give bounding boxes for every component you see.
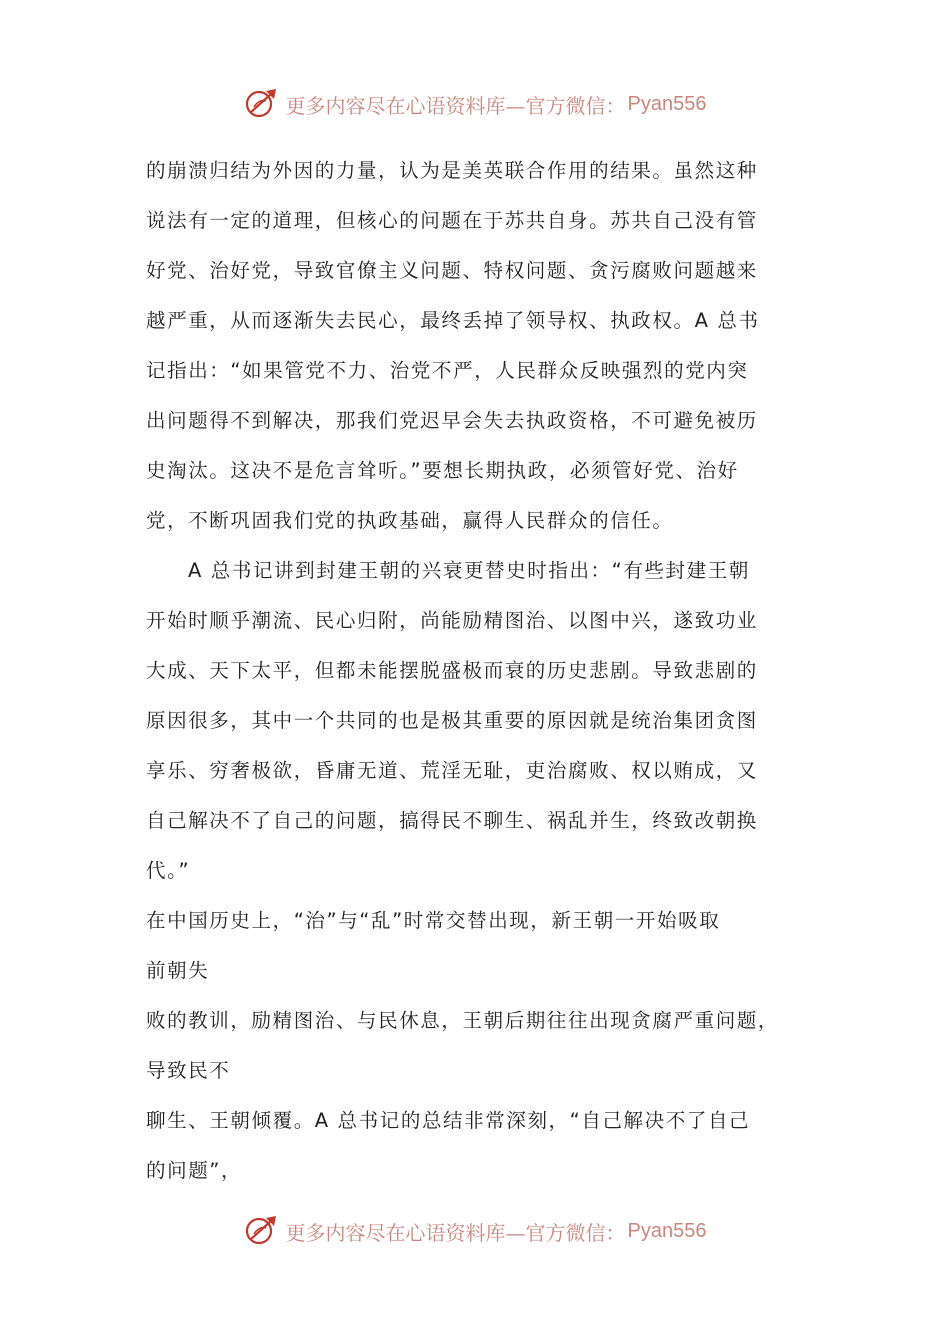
text-line: 原因很多，其中一个共同的也是极其重要的原因就是统治集团贪图	[146, 709, 758, 732]
text-line: 说法有一定的道理，但核心的问题在于苏共自身。苏共自己没有管	[146, 209, 758, 232]
document-body	[146, 146, 816, 1196]
text-line: 党，不断巩固我们党的执政基础，赢得人民群众的信任。	[146, 509, 674, 532]
header-banner	[0, 84, 950, 124]
header-wechat-id: Pyan556	[627, 92, 707, 115]
text-line: 聊生、王朝倾覆。A 总书记的总结非常深刻，“自己解决不了自己	[146, 1109, 751, 1132]
text-line: 越严重，从而逐渐失去民心，最终丢掉了领导权、执政权。A 总书	[146, 309, 760, 332]
text-line: 代。”	[146, 859, 191, 882]
footer-banner	[0, 1211, 950, 1251]
text-line: 享乐、穷奢极欲，昏庸无道、荒淫无耻，吏治腐败、权以贿成，又	[146, 759, 758, 782]
text-line: 的问题”，	[146, 1159, 243, 1182]
text-line: 好党、治好党，导致官僚主义问题、特权问题、贪污腐败问题越来	[146, 259, 758, 282]
text-line: 出问题得不到解决，那我们党迟早会失去执政资格，不可避免被历	[146, 409, 758, 432]
text-line: 自己解决不了自己的问题，搞得民不聊生、祸乱并生，终致改朝换	[146, 809, 758, 832]
text-line: 记指出：“如果管党不力、治党不严，人民群众反映强烈的党内突	[146, 359, 749, 382]
text-line: 导致民不	[146, 1059, 231, 1082]
footer-banner-text: 更多内容尽在心语资料库—官方微信：	[285, 1220, 626, 1245]
text-line: 史淘汰。这决不是危言耸听。”要想长期执政，必须管好党、治好	[146, 459, 739, 482]
header-banner-text: 更多内容尽在心语资料库—官方微信：	[285, 93, 626, 118]
pen-logo-icon	[244, 87, 280, 121]
text-line: 的崩溃归结为外因的力量，认为是美英联合作用的结果。虽然这种	[146, 159, 758, 182]
pen-logo-icon	[244, 1214, 280, 1248]
text-line: 在中国历史上，“治”与“乱”时常交替出现，新王朝一开始吸取	[146, 909, 721, 932]
text-line: 开始时顺乎潮流、民心归附，尚能励精图治、以图中兴，遂致功业	[146, 609, 758, 632]
text-line: 大成、天下太平，但都未能摆脱盛极而衰的历史悲剧。导致悲剧的	[146, 659, 758, 682]
footer-wechat-id: Pyan556	[627, 1219, 707, 1242]
text-line: 败的教训，励精图治、与民休息，王朝后期往往出现贪腐严重问题，	[146, 1009, 780, 1032]
text-line: 前朝失	[146, 959, 210, 982]
paragraph-start-line: A 总书记讲到封建王朝的兴衰更替史时指出：“有些封建王朝	[188, 559, 750, 582]
